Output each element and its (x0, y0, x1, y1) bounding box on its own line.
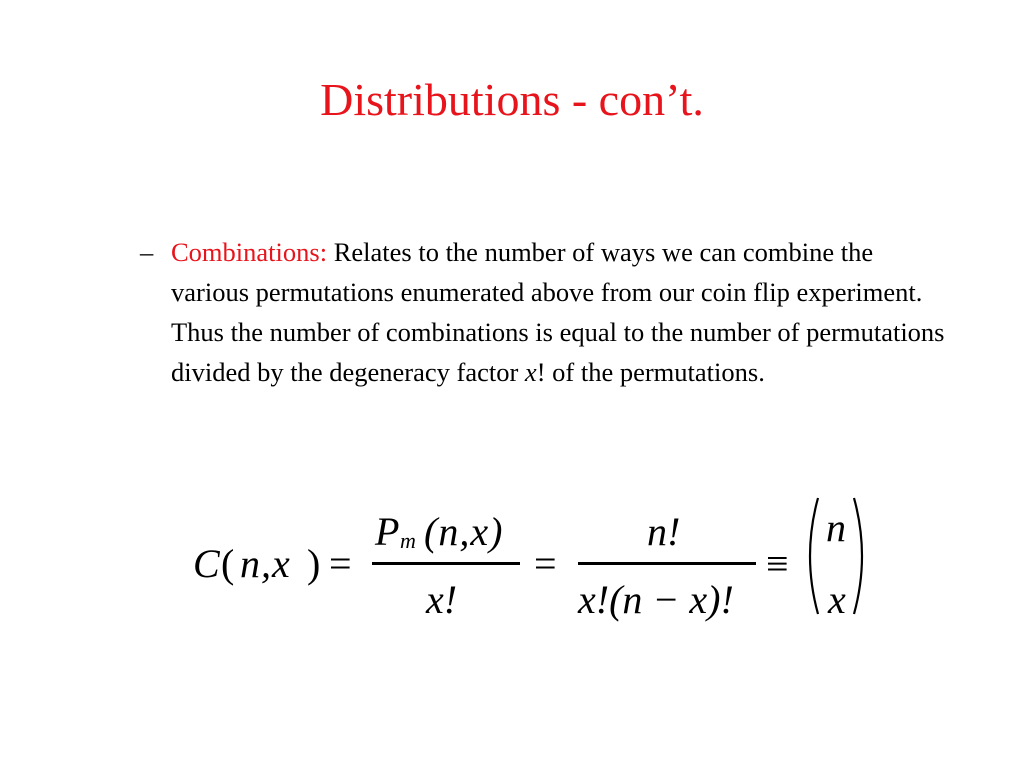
bullet-term: Combinations: (171, 237, 328, 267)
bullet-dash: – (140, 237, 154, 267)
slide-title: Distributions - con’t. (320, 74, 704, 125)
formula-equivalent: ≡ (766, 541, 789, 586)
formula-lhs-args: n,x (240, 541, 291, 586)
formula-binomial-bottom: x (828, 577, 846, 622)
formula-equals-1: = (329, 541, 352, 586)
formula-frac1-denominator: x! (426, 577, 458, 622)
formula-binomial-top: n (826, 505, 846, 550)
formula-frac1-numerator-subscript: m (400, 528, 416, 553)
formula-frac2-denominator: x!(n − x)! (578, 577, 734, 622)
formula-lhs-function: C (193, 541, 220, 586)
bullet-text-part2: ! of the permutations. (536, 357, 765, 387)
formula-frac1-numerator-args: (n,x) (424, 509, 504, 554)
formula-lhs-close-paren: ) (307, 541, 321, 586)
formula-frac2-numerator: n! (647, 509, 681, 554)
bullet-variable: x (524, 357, 537, 387)
bullet-text-part1: Relates to the number of ways we can combine the various permutations enumerated above from our coin flip experiment. Thus the number of combinations is equal to the number of permutations divided by the degeneracy factor (171, 237, 945, 387)
formula-frac1-bar (372, 562, 520, 565)
formula-frac2-bar (578, 562, 756, 565)
formula-lhs-open-paren: ( (221, 541, 235, 586)
formula-equals-2: = (534, 541, 557, 586)
formula-frac1-numerator-function: P (375, 509, 400, 554)
